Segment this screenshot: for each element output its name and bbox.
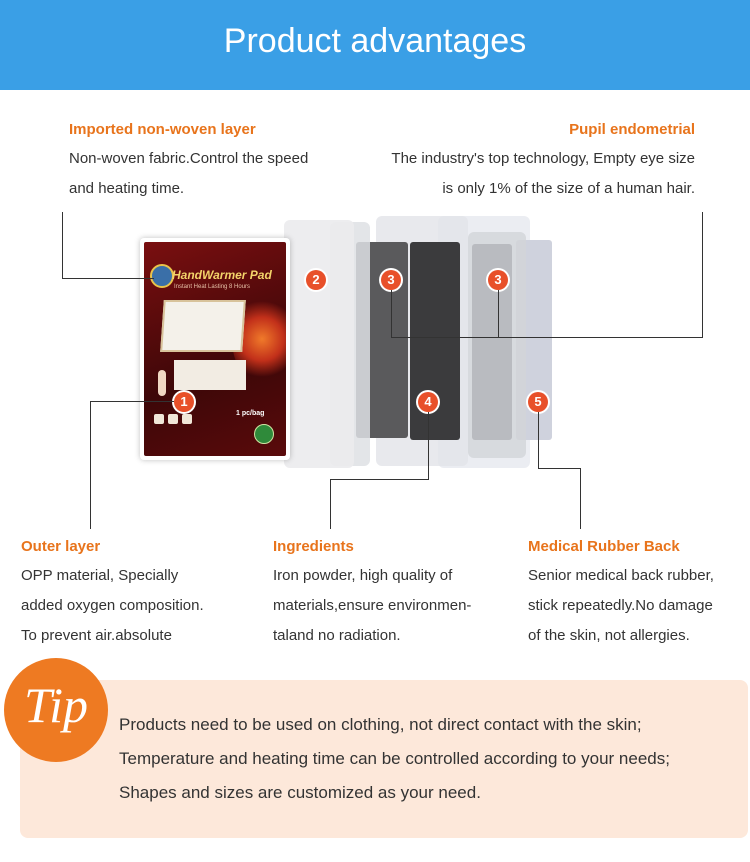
page-title: Product advantages: [223, 22, 527, 60]
connector-line: [498, 290, 499, 338]
desc-line: added oxygen composition.: [21, 597, 204, 614]
connector-line: [391, 290, 392, 338]
package-title: HandWarmer Pad: [172, 268, 272, 282]
badge-3: 3: [488, 270, 508, 290]
badge-4: 4: [418, 392, 438, 412]
desc-line: The industry's top technology, Empty eye size: [391, 150, 695, 167]
connector-line: [90, 401, 174, 402]
pad-image: [160, 300, 246, 352]
connector-line: [62, 278, 154, 279]
tip-line: Shapes and sizes are customized as your need.: [119, 783, 481, 802]
usage-icon: [154, 414, 164, 424]
heading-ingredients: Ingredients: [273, 538, 354, 555]
usage-icon: [182, 414, 192, 424]
desc-line: To prevent air.absolute: [21, 627, 172, 644]
package-artwork: [144, 242, 286, 456]
heading-outer-layer: Outer layer: [21, 538, 101, 555]
desc-line: OPP material, Specially: [21, 567, 179, 584]
tip-line: Temperature and heating time can be controlled according to your needs;: [119, 749, 670, 768]
badge-5: 5: [528, 392, 548, 412]
connector-line: [428, 412, 429, 480]
package-quantity: 1 pc/bag: [236, 410, 265, 417]
desc-line: Senior medical back rubber,: [528, 567, 714, 584]
heading-non-woven-layer: Imported non-woven layer: [69, 121, 256, 138]
desc-line: stick repeatedly.No damage: [528, 597, 713, 614]
spec-box: [174, 360, 246, 390]
connector-line: [330, 479, 429, 480]
connector-line: [702, 212, 703, 338]
desc-line: is only 1% of the size of a human hair.: [442, 180, 695, 197]
connector-line: [538, 412, 539, 469]
desc-outer-layer: [21, 561, 204, 651]
connector-line: [330, 479, 331, 529]
body-figure-icon: [158, 370, 166, 396]
badge-1: 1: [174, 392, 194, 412]
brand-logo-icon: [150, 264, 174, 288]
usage-icon: [168, 414, 178, 424]
desc-non-woven-layer: [69, 144, 308, 204]
green-seal-icon: [254, 424, 274, 444]
heading-pupil-endometrial: Pupil endometrial: [569, 121, 695, 138]
package-subtitle: Instant Heat Lasting 8 Hours: [174, 284, 251, 290]
connector-line: [391, 337, 703, 338]
tip-text: [119, 708, 670, 810]
desc-ingredients: [273, 561, 471, 651]
layer-non-woven: [284, 220, 354, 468]
tip-line: Products need to be used on clothing, not direct contact with the skin;: [119, 715, 642, 734]
connector-line: [538, 468, 580, 469]
header-banner: [0, 0, 750, 90]
tip-label: Tip: [24, 677, 88, 733]
connector-line: [580, 468, 581, 529]
desc-pupil-endometrial: [391, 144, 695, 204]
layer-iron-powder: [410, 242, 460, 440]
desc-line: of the skin, not allergies.: [528, 627, 690, 644]
desc-line: Non-woven fabric.Control the speed: [69, 150, 309, 167]
heading-medical-rubber-back: Medical Rubber Back: [528, 538, 680, 555]
connector-line: [62, 212, 63, 279]
desc-line: and heating time.: [69, 180, 185, 197]
desc-line: materials,ensure environmen-: [273, 597, 472, 614]
desc-line: taland no radiation.: [273, 627, 401, 644]
badge-2: 2: [306, 270, 326, 290]
package-front: [140, 238, 290, 460]
desc-medical-rubber-back: [528, 561, 714, 651]
connector-line: [90, 401, 91, 529]
badge-3: 3: [381, 270, 401, 290]
desc-line: Iron powder, high quality of: [273, 567, 453, 584]
